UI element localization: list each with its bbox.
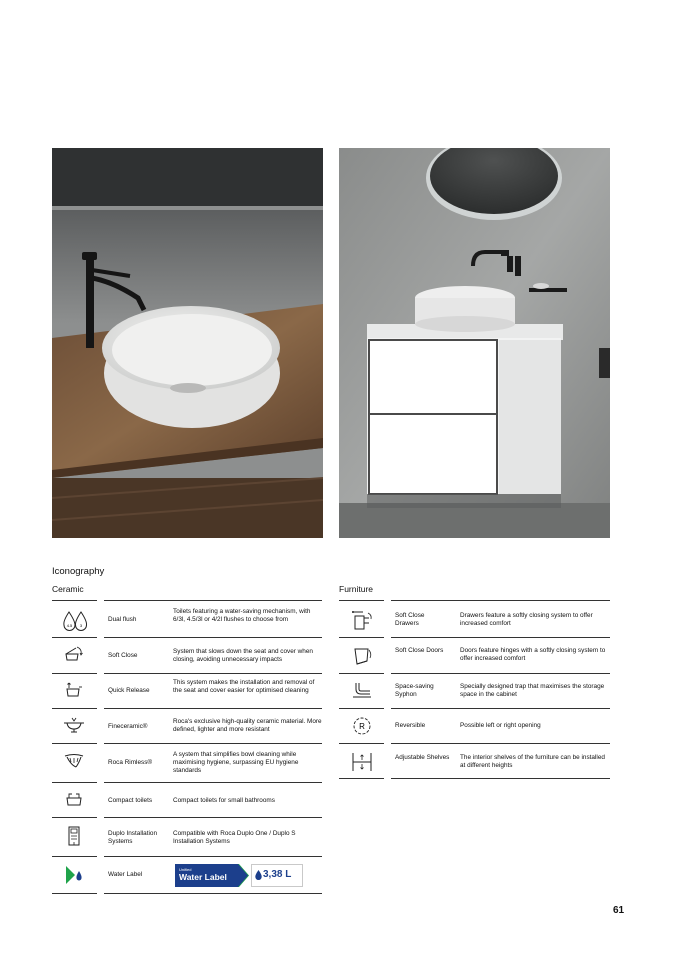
table-rule	[104, 673, 322, 674]
feature-label: Reversible	[395, 722, 426, 729]
table-rule	[52, 708, 97, 709]
feature-label: Dual flush	[108, 616, 137, 623]
table-rule	[52, 600, 97, 601]
reversible-icon-letter: R	[359, 722, 365, 731]
syphon-icon	[350, 681, 374, 701]
table-rule	[339, 673, 384, 674]
table-rule	[104, 637, 322, 638]
table-rule	[339, 600, 384, 601]
feature-description: Compact toilets for small bathrooms	[173, 797, 275, 804]
feature-label: Quick Release	[108, 687, 150, 694]
table-rule	[104, 782, 322, 783]
table-rule	[104, 817, 322, 818]
soft-close-icon	[63, 645, 85, 663]
water-label-big-text: Water Label	[179, 872, 227, 882]
table-rule	[391, 778, 610, 779]
duplo-installation-icon	[65, 825, 83, 847]
table-rule	[52, 673, 97, 674]
table-rule	[391, 708, 610, 709]
fineceramic-icon	[61, 716, 87, 734]
dual-flush-icon	[62, 610, 88, 632]
vanity-photo-graphic	[339, 148, 610, 538]
water-drop-icon	[255, 870, 262, 880]
dual-flush-icon-text: 3	[79, 623, 83, 628]
furniture-heading: Furniture	[339, 584, 374, 594]
feature-description: Toilets featuring a water-saving mechanism, with 6/3l, 4.5/3l or 4/2l flushes to choose from	[173, 608, 311, 623]
feature-label: Duplo Installation Systems	[108, 830, 158, 845]
table-rule	[52, 817, 97, 818]
water-label-value: 3,38 L	[263, 869, 292, 880]
table-rule	[52, 743, 97, 744]
table-rule	[104, 600, 322, 601]
feature-label: Compact toilets	[108, 797, 153, 804]
table-rule	[52, 637, 97, 638]
feature-description: Roca's exclusive high-quality ceramic material. More defined, lighter and more resistant	[173, 718, 322, 733]
water-label-small-text: Unified	[179, 867, 192, 872]
feature-description: Specially designed trap that maximises the storage space in the cabinet	[460, 683, 605, 698]
water-label-icon	[64, 865, 84, 885]
feature-label: Soft Close	[108, 652, 138, 659]
feature-label: Space-saving Syphon	[395, 683, 434, 698]
vanity-photo	[339, 148, 610, 538]
table-rule	[339, 778, 384, 779]
feature-description: Doors feature hinges with a softly closing system to offer increased comfort	[460, 647, 606, 662]
table-rule	[339, 708, 384, 709]
iconography-heading: Iconography	[52, 566, 105, 577]
water-label-badge	[175, 864, 301, 887]
adjustable-shelves-icon	[350, 750, 374, 774]
table-rule	[104, 893, 322, 894]
table-rule	[104, 708, 322, 709]
quick-release-icon	[63, 681, 85, 699]
water-label-arrow-icon	[235, 864, 251, 887]
table-rule	[391, 743, 610, 744]
feature-description: Possible left or right opening	[460, 722, 541, 729]
ceramic-heading: Ceramic	[52, 584, 84, 594]
table-rule	[104, 856, 322, 857]
table-rule	[391, 600, 610, 601]
table-rule	[391, 637, 610, 638]
feature-label: Roca Rimless®	[108, 759, 153, 766]
soft-close-doors-icon	[351, 645, 373, 667]
feature-description: Drawers feature a softly closing system to offer increased comfort	[460, 612, 593, 627]
washbasin-photo	[52, 148, 323, 538]
feature-label: Soft Close Doors	[395, 647, 444, 654]
table-rule	[339, 743, 384, 744]
feature-description: This system makes the installation and removal of the seat and cover easier for optimised cleaning	[173, 679, 315, 694]
table-rule	[52, 856, 97, 857]
feature-label: Soft Close Drawers	[395, 612, 425, 627]
rimless-icon	[62, 751, 86, 771]
reversible-icon	[352, 716, 372, 736]
soft-close-drawers-icon	[349, 609, 375, 631]
feature-label: Adjustable Shelves	[395, 754, 450, 761]
table-rule	[52, 893, 97, 894]
feature-description: Compatible with Roca Duplo One / Duplo S Installation Systems	[173, 830, 296, 845]
dual-flush-icon-text: 4.5	[66, 623, 73, 628]
page-number: 61	[613, 905, 625, 916]
table-rule	[391, 673, 610, 674]
compact-toilet-icon	[63, 790, 85, 808]
table-rule	[52, 782, 97, 783]
table-rule	[104, 743, 322, 744]
feature-description: The interior shelves of the furniture can be installed at different heights	[460, 754, 605, 769]
feature-label: Fineceramic®	[108, 723, 148, 730]
feature-label: Water Label	[108, 871, 143, 878]
feature-description: A system that simplifies bowl cleaning while maximising hygiene, surpassing EU hygiene standards	[173, 751, 299, 774]
washbasin-photo-graphic	[52, 148, 323, 538]
table-rule	[339, 637, 384, 638]
feature-description: System that slows down the seat and cover when closing, avoiding unnecessary impacts	[173, 648, 313, 663]
